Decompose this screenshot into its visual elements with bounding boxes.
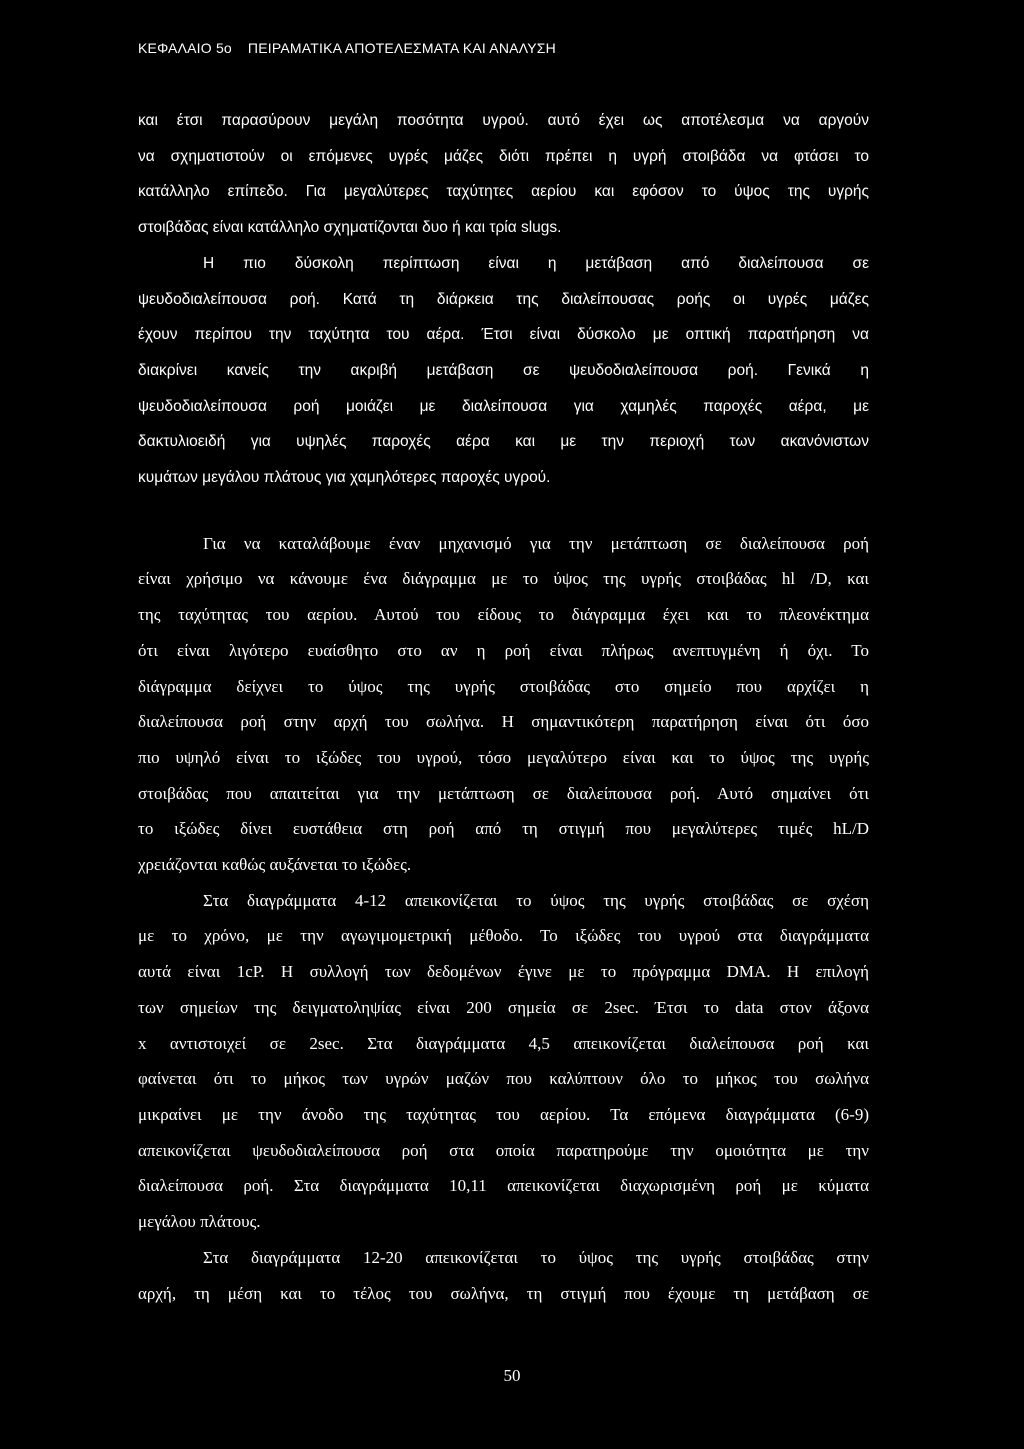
text-line: ότι είναι λιγότερο ευαίσθητο στο αν η ροή είναι πλήρως ανεπτυγμένη ή όχι. Το — [138, 640, 869, 660]
text-line: ψευδοδιαλείπουσα ροή μοιάζει με διαλείπουσα για χαμηλές παροχές αέρα, με — [138, 397, 869, 415]
text-line: x αντιστοιχεί σε 2sec. Στα διαγράμματα 4,5 απεικονίζεται διαλείπουσα ροή και — [138, 1033, 869, 1053]
text-line: Στα διαγράμματα 4-12 απεικονίζεται το ύψος της υγρής στοιβάδας σε σχέση — [203, 890, 869, 910]
header-title: ΠΕΙΡΑΜΑΤΙΚΑ ΑΠΟΤΕΛΕΣΜΑΤΑ ΚΑΙ ΑΝΑΛΥΣΗ — [247, 40, 556, 56]
text-line: διακρίνει κανείς την ακριβή μετάβαση σε ψευδοδιαλείπουσα ροή. Γενικά η — [138, 361, 869, 379]
text-line: της ταχύτητας του αερίου. Αυτού του είδους το διάγραμμα έχει και το πλεονέκτημα — [138, 605, 869, 625]
page-body — [138, 103, 869, 1311]
text-line: και έτσι παρασύρουν μεγάλη ποσότητα υγρού. αυτό έχει ως αποτέλεσμα να αργούν — [138, 112, 869, 129]
text-line: χρειάζονται καθώς αυξάνεται το ιξώδες. — [138, 855, 412, 875]
text-line: απεικονίζεται ψευδοδιαλείπουσα ροή στα οποία παρατηρούμε την ομοιότητα με την — [138, 1140, 869, 1160]
text-line: των σημείων της δειγματοληψίας είναι 200 σημεία σε 2sec. Έτσι το data στον άξονα — [138, 997, 869, 1017]
running-header — [138, 40, 556, 56]
paragraph-5 — [138, 1240, 869, 1311]
text-line: διαλείπουσα ροή. Στα διαγράμματα 10,11 απεικονίζεται διαχωρισμένη ροή με κύματα — [138, 1176, 869, 1196]
text-line: κατάλληλο επίπεδο. Για μεγαλύτερες ταχύτητες αερίου και εφόσον το ύψος της υγρής — [138, 183, 869, 201]
header-chapter: ΚΕΦΑΛΑΙΟ 5ο — [138, 40, 232, 56]
paragraph-2 — [138, 246, 869, 496]
text-line: κυμάτων μεγάλου πλάτους για χαμηλότερες παροχές υγρού. — [138, 469, 551, 487]
paragraph-1 — [138, 103, 869, 246]
text-line: έχουν περίπου την ταχύτητα του αέρα. Έτσι είναι δύσκολο με οπτική παρατήρηση να — [138, 326, 869, 344]
text-line: να σχηματιστούν οι επόμενες υγρές μάζες διότι πρέπει η υγρή στοιβάδα να φτάσει το — [138, 147, 869, 165]
text-line: φαίνεται ότι το μήκος των υγρών μαζών που καλύπτουν όλο το μήκος του σωλήνα — [138, 1069, 869, 1089]
text-line: πιο υψηλό είναι το ιξώδες του υγρού, τόσο μεγαλύτερο είναι και το ύψος της υγρής — [138, 747, 869, 767]
text-line: με το χρόνο, με την αγωγιμομετρική μέθοδο. Το ιξώδες του υγρού στα διαγράμματα — [138, 926, 869, 946]
text-line: το ιξώδες δίνει ευστάθεια στη ροή από τη στιγμή που μεγαλύτερες τιμές hL/D — [138, 819, 869, 839]
paragraph-3 — [138, 526, 869, 883]
text-line: Για να καταλάβουμε έναν μηχανισμό για την μετάπτωση σε διαλείπουσα ροή — [203, 533, 869, 553]
text-line: μεγάλου πλάτους. — [138, 1212, 261, 1232]
text-line: διάγραμμα δείχνει το ύψος της υγρής στοιβάδας στο σημείο που αρχίζει η — [138, 676, 869, 696]
text-line: αρχή, τη μέση και το τέλος του σωλήνα, τη στιγμή που έχουμε τη μετάβαση σε — [138, 1283, 869, 1303]
text-line: αυτά είναι 1cP. Η συλλογή των δεδομένων έγινε με το πρόγραμμα DMA. Η επιλογή — [138, 962, 869, 982]
text-line: στοιβάδας είναι κατάλληλο σχηματίζονται δυο ή και τρία slugs. — [138, 219, 562, 237]
page-number: 50 — [503, 1366, 521, 1385]
text-line: Η πιο δύσκολη περίπτωση είναι η μετάβαση από διαλείπουσα σε — [203, 254, 869, 272]
text-line: ψευδοδιαλείπουσα ροή. Κατά τη διάρκεια της διαλείπουσας ροής οι υγρές μάζες — [138, 290, 869, 308]
text-line: Στα διαγράμματα 12-20 απεικονίζεται το ύψος της υγρής στοιβάδας στην — [203, 1247, 869, 1267]
text-line: στοιβάδας που απαιτείται για την μετάπτωση σε διαλείπουσα ροή. Αυτό σημαίνει ότι — [138, 783, 869, 803]
text-line: είναι χρήσιμο να κάνουμε ένα διάγραμμα με το ύψος της υγρής στοιβάδας hl /D, και — [138, 569, 869, 589]
text-line: δακτυλιοειδή για υψηλές παροχές αέρα και με την περιοχή των ακανόνιστων — [138, 433, 869, 451]
text-line: διαλείπουσα ροή στην αρχή του σωλήνα. Η σημαντικότερη παρατήρηση είναι ότι όσο — [138, 712, 869, 732]
text-line: μικραίνει με την άνοδο της ταχύτητας του αερίου. Τα επόμενα διαγράμματα (6-9) — [138, 1104, 869, 1124]
paragraph-4 — [138, 883, 869, 1240]
